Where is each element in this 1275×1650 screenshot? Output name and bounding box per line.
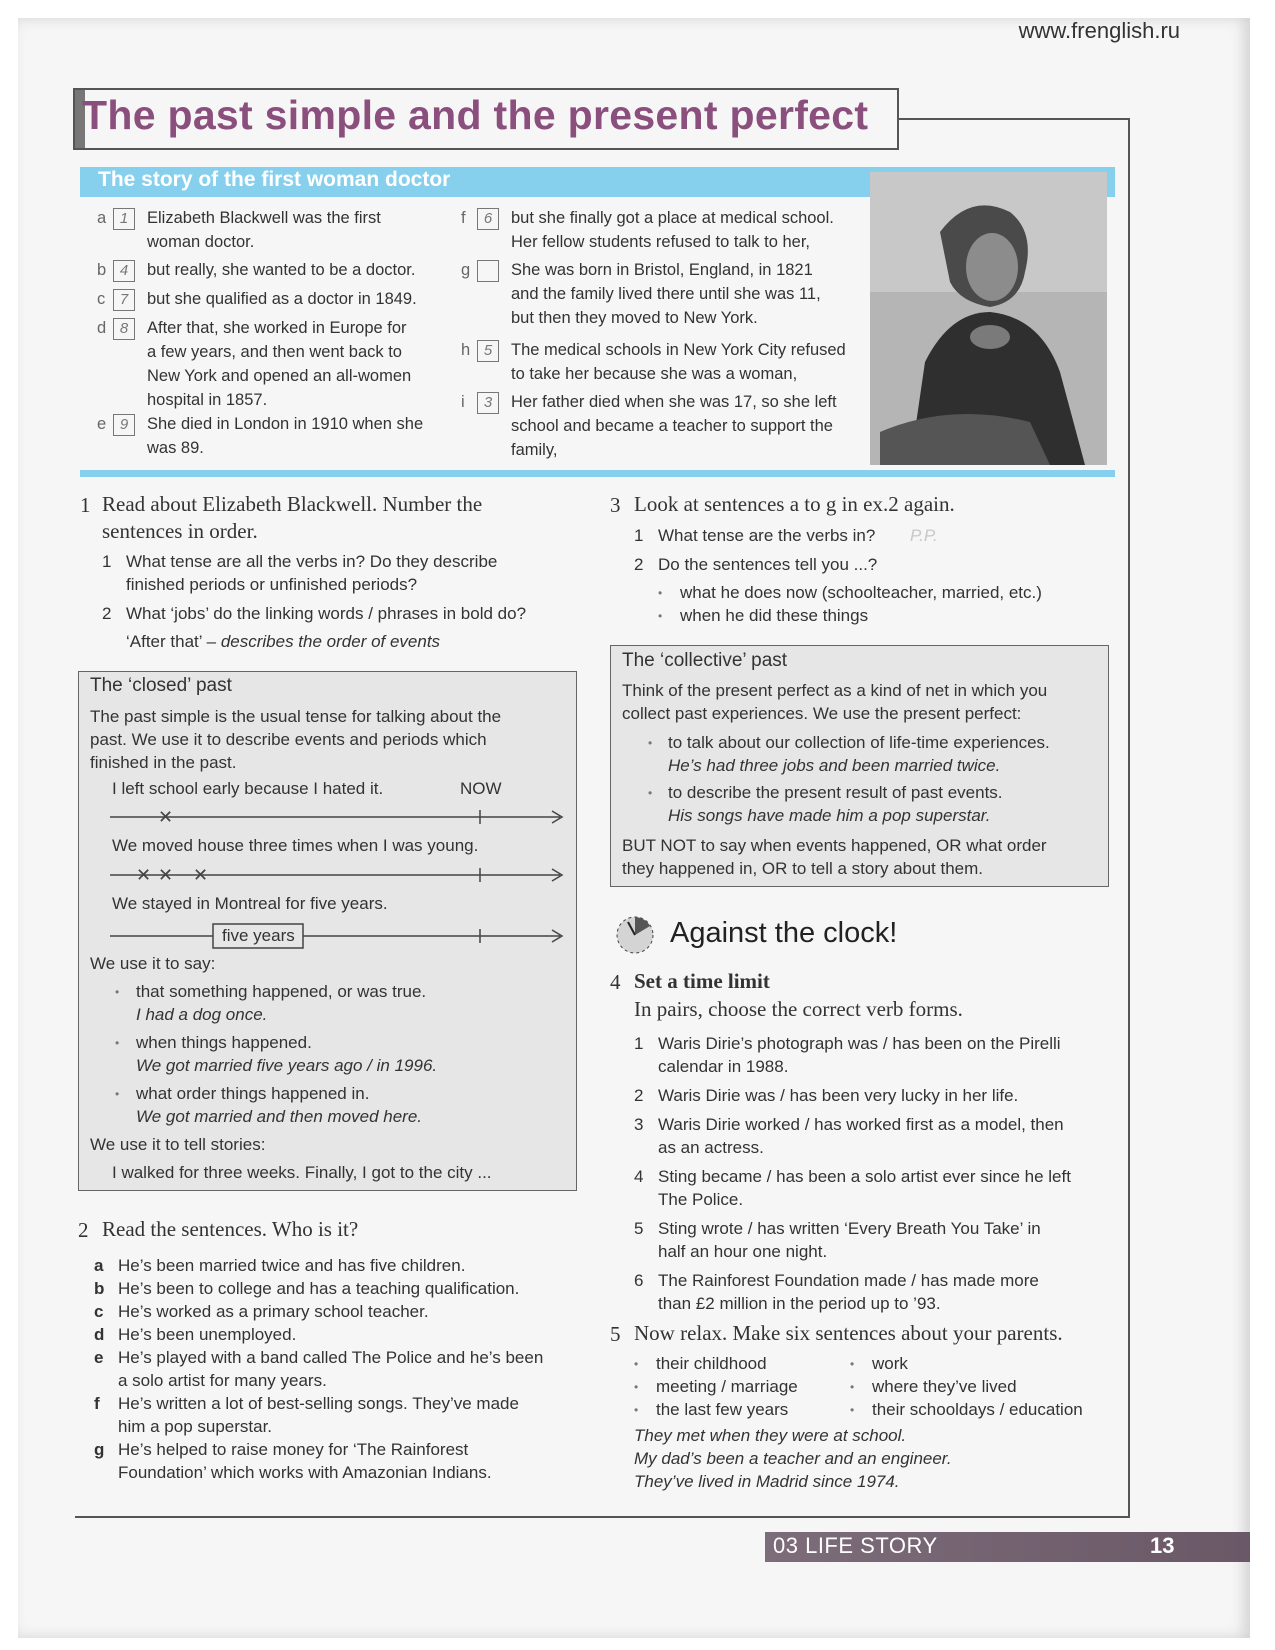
answer-box[interactable]: 3 [477, 392, 499, 414]
ex1-q2: What ‘jobs’ do the linking words / phrases in bold do? [126, 604, 527, 623]
story-example: I walked for three weeks. Finally, I got to the city ... [112, 1163, 492, 1182]
stopwatch-icon [610, 910, 660, 960]
ex4-item-text: Sting wrote / has written ‘Every Breath You Take’ in half an hour one night. [658, 1219, 1041, 1261]
ex5-number: 5 [610, 1322, 621, 1346]
ex5-instruction: Now relax. Make six sentences about your parents. [634, 1321, 1063, 1345]
five-years-label: five years [222, 926, 295, 945]
answer-box[interactable]: 1 [113, 208, 135, 230]
collective-past-title: The ‘collective’ past [622, 650, 788, 671]
bullet-icon: • [850, 1403, 855, 1417]
answer-box[interactable]: 4 [113, 260, 135, 282]
ex2-item-text: He’s been unemployed. [118, 1325, 297, 1344]
ex3-q2-number: 2 [634, 555, 644, 574]
bullet-icon: • [634, 1380, 639, 1394]
ex5-topic: work [872, 1354, 908, 1373]
story-title: The story of the first woman doctor [98, 168, 451, 191]
ex2-number: 2 [78, 1218, 89, 1242]
closed-past-title: The ‘closed’ past [90, 675, 232, 696]
answer-box[interactable]: 7 [113, 289, 135, 311]
bullet-icon: • [648, 786, 653, 800]
page-title: The past simple and the present perfect [82, 92, 869, 138]
story-item-e: e 9 She died in London in 1910 when she was 89. [97, 415, 424, 457]
use-to-tell: We use it to tell stories: [90, 1135, 266, 1154]
bullet-icon: • [658, 586, 663, 600]
bullet-icon: • [115, 1087, 120, 1101]
ex4-item-number: 6 [634, 1271, 644, 1290]
answer-box[interactable]: 9 [113, 414, 135, 436]
ex3-q2: Do the sentences tell you ...? [658, 555, 878, 574]
ex2-item-text: He’s helped to raise money for ‘The Rainforest Foundation’ which works with Amazonian Indians. [118, 1440, 492, 1482]
ex5-topic: meeting / marriage [656, 1377, 798, 1396]
ex1-q2-number: 2 [102, 604, 112, 623]
photo-elizabeth-blackwell [870, 172, 1107, 465]
collective-bullet-1: to talk about our collection of life-time experiences. He’s had three jobs and been married twice. [668, 733, 1050, 775]
answer-box[interactable]: 6 [477, 208, 499, 230]
story-item-h: h 5 The medical schools in New York City refused to take her because she was a woman, [461, 341, 846, 383]
bullet-icon: • [115, 1036, 120, 1050]
svg-text:✕: ✕ [158, 865, 174, 885]
ex4-item-number: 5 [634, 1219, 644, 1238]
story-item-a: a 1 Elizabeth Blackwell was the first woman doctor. [97, 209, 381, 251]
ex3-bullet-2: when he did these things [680, 606, 869, 625]
answer-box[interactable]: 8 [113, 318, 135, 340]
ex1-answer: ‘After that’ – describes the order of events [126, 632, 441, 651]
ex5-topic: the last few years [656, 1400, 789, 1419]
bullet-icon: • [850, 1357, 855, 1371]
collective-but-not: BUT NOT to say when events happened, OR what order they happened in, OR to tell a story about them. [622, 836, 1047, 878]
ex2-item-letter: c [94, 1302, 104, 1321]
svg-text:✕: ✕ [193, 865, 209, 885]
bullet-icon: • [850, 1380, 855, 1394]
timeline-1 [108, 807, 568, 827]
ex1-q1-number: 1 [102, 552, 112, 571]
ex4-number: 4 [610, 970, 621, 994]
ex3-q1-number: 1 [634, 526, 644, 545]
ex2-item-letter: b [94, 1279, 105, 1298]
ex4-item-number: 2 [634, 1086, 644, 1105]
ex1-number: 1 [80, 493, 91, 517]
site-url: www.frenglish.ru [1018, 18, 1180, 43]
ex2-instruction: Read the sentences. Who is it? [102, 1217, 359, 1241]
story-item-g: g She was born in Bristol, England, in 1821 and the family lived there until she was 11, but then they moved to New York. [461, 261, 821, 327]
timeline-3 [108, 922, 568, 950]
ex4-item-text: Sting became / has been a solo artist ever since he left The Police. [658, 1167, 1071, 1209]
story-item-b: b 4 but really, she wanted to be a doctor. [147, 258, 415, 282]
footer-unit-label: 03 LIFE STORY [773, 1533, 938, 1558]
svg-text:✕: ✕ [158, 807, 174, 827]
ex2-item-text: He’s been to college and has a teaching qualification. [118, 1279, 520, 1298]
ex4-item-text: Waris Dirie’s photograph was / has been on the Pirelli calendar in 1988. [658, 1034, 1061, 1076]
against-the-clock-title: Against the clock! [670, 917, 898, 949]
ex2-item-text: He’s been married twice and has five children. [118, 1256, 466, 1275]
timeline-sentence-2: We moved house three times when I was young. [112, 836, 479, 855]
ex4-item-text: The Rainforest Foundation made / has made more than £2 million in the period up to ’93. [658, 1271, 1039, 1313]
ex3-number: 3 [610, 493, 621, 517]
ex1-instruction: Read about Elizabeth Blackwell. Number the sentences in order. [102, 492, 483, 543]
ex4-item-number: 3 [634, 1115, 644, 1134]
story-item-f: f 6 but she finally got a place at medical school. Her fellow students refused to talk to her, [461, 209, 834, 251]
closed-bullet-3: what order things happened in. We got married and then moved here. [136, 1084, 423, 1126]
ex2-item-letter: a [94, 1256, 104, 1275]
answer-box[interactable]: 5 [477, 340, 499, 362]
ex3-q1: What tense are the verbs in? [658, 526, 876, 545]
use-to-say: We use it to say: [90, 954, 216, 973]
closed-past-intro: The past simple is the usual tense for talking about the past. We use it to describe events and periods which finished in the past. [90, 707, 502, 772]
ex4-item-text: Waris Dirie was / has been very lucky in her life. [658, 1086, 1019, 1105]
closed-bullet-2: when things happened. We got married five years ago / in 1996. [136, 1033, 438, 1075]
bullet-icon: • [658, 609, 663, 623]
ex2-item-text: He’s worked as a primary school teacher. [118, 1302, 429, 1321]
now-label: NOW [460, 779, 502, 798]
story-item-c: c 7 but she qualified as a doctor in 1849. [147, 287, 417, 311]
bullet-icon: • [634, 1403, 639, 1417]
ex5-topic: where they’ve lived [872, 1377, 1017, 1396]
ex2-item-text: He’s written a lot of best-selling songs. They’ve made him a pop superstar. [118, 1394, 519, 1436]
ex5-topic: their childhood [656, 1354, 767, 1373]
ex2-item-text: He’s played with a band called The Police and he’s been a solo artist for many years. [118, 1348, 544, 1390]
ex2-item-letter: g [94, 1440, 105, 1459]
bullet-icon: • [115, 985, 120, 999]
story-bottom-bar [80, 470, 1115, 477]
collective-intro: Think of the present perfect as a kind of net in which you collect past experiences. We use the present perfect: [622, 681, 1048, 723]
story-item-i: i 3 Her father died when she was 17, so she left school and became a teacher to support the family, [461, 393, 837, 459]
bullet-icon: • [648, 736, 653, 750]
ex3-instruction: Look at sentences a to g in ex.2 again. [634, 492, 955, 516]
bullet-icon: • [634, 1357, 639, 1371]
story-item-d: d 8 After that, she worked in Europe for a few years, and then went back to New York and opened an all-women hospital in 1857. [97, 319, 412, 409]
ex4-item-number: 4 [634, 1167, 644, 1186]
timeline-sentence-3: We stayed in Montreal for five years. [112, 894, 388, 913]
page-number: 13 [1150, 1533, 1175, 1558]
ex2-item-letter: d [94, 1325, 105, 1344]
svg-text:✕: ✕ [136, 865, 152, 885]
ex5-topic: their schooldays / education [872, 1400, 1083, 1419]
ex1-q1: What tense are all the verbs in? Do they describe finished periods or unfinished periods? [126, 552, 498, 594]
closed-bullet-1: that something happened, or was true. I had a dog once. [136, 982, 427, 1024]
ex3-bullet-1: what he does now (schoolteacher, married, etc.) [680, 583, 1042, 602]
collective-bullet-2: to describe the present result of past events. His songs have made him a pop superstar. [668, 783, 1003, 825]
timeline-sentence-1: I left school early because I hated it. [112, 779, 384, 798]
timeline-2 [108, 865, 568, 885]
ex2-item-letter: f [94, 1394, 100, 1413]
ex3-q1-note: P.P. [910, 526, 938, 545]
ex4-item-text: Waris Dirie worked / has worked first as a model, then as an actress. [658, 1115, 1064, 1157]
ex2-item-letter: e [94, 1348, 104, 1367]
ex4-instruction: In pairs, choose the correct verb forms. [634, 997, 963, 1021]
answer-box[interactable] [477, 260, 499, 282]
ex4-title: Set a time limit [634, 969, 770, 993]
ex5-examples: They met when they were at school. My dad’s been a teacher and an engineer. They’ve lived in Madrid since 1974. [634, 1426, 952, 1491]
ex4-item-number: 1 [634, 1034, 644, 1053]
